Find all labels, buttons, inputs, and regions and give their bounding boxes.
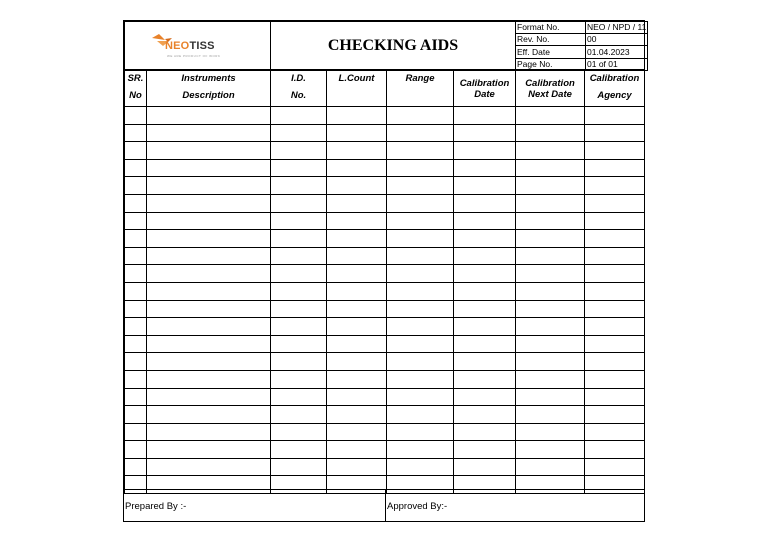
table-cell[interactable]: [125, 388, 147, 406]
table-cell[interactable]: [585, 423, 645, 441]
table-cell[interactable]: [516, 194, 585, 212]
table-cell[interactable]: [327, 107, 387, 125]
table-cell[interactable]: [147, 406, 271, 424]
table-cell[interactable]: [516, 124, 585, 142]
table-cell[interactable]: [516, 282, 585, 300]
table-cell[interactable]: [454, 335, 516, 353]
logo-text-tiss: TISS: [189, 40, 215, 52]
table-cell[interactable]: [147, 300, 271, 318]
table-cell[interactable]: [387, 370, 454, 388]
table-cell[interactable]: [585, 335, 645, 353]
table-cell[interactable]: [516, 300, 585, 318]
meta-value: 01 of 01: [587, 58, 618, 69]
table-cell[interactable]: [585, 388, 645, 406]
column-header-line1: I.D.: [291, 73, 306, 84]
table-cell[interactable]: [454, 406, 516, 424]
table-cell[interactable]: [125, 107, 147, 125]
column-header-line2: Agency: [597, 90, 632, 101]
table-row: [125, 265, 645, 283]
meta-row: [516, 46, 647, 58]
column-header: [147, 70, 271, 107]
column-header: [387, 70, 454, 107]
table-cell[interactable]: [516, 441, 585, 459]
table-cell[interactable]: [125, 423, 147, 441]
table-cell[interactable]: [387, 247, 454, 265]
table-cell[interactable]: [271, 159, 327, 177]
table-cell[interactable]: [327, 142, 387, 160]
table-cell[interactable]: [147, 142, 271, 160]
meta-row: [516, 34, 647, 46]
table-cell[interactable]: [327, 370, 387, 388]
table-cell[interactable]: [387, 194, 454, 212]
table-cell[interactable]: [327, 335, 387, 353]
table-row: [125, 194, 645, 212]
meta-key: Format No.: [516, 22, 586, 34]
table-cell[interactable]: [516, 370, 585, 388]
table-row: [125, 388, 645, 406]
table-cell[interactable]: [387, 142, 454, 160]
table-cell[interactable]: [327, 159, 387, 177]
table-cell[interactable]: [585, 353, 645, 371]
table-cell[interactable]: [147, 282, 271, 300]
column-header-line1: Calibration: [459, 78, 510, 89]
column-header-line2: Next Date: [528, 89, 572, 100]
table-cell[interactable]: [327, 441, 387, 459]
approved-by-label: Approved By:-: [387, 501, 448, 512]
table-cell[interactable]: [125, 300, 147, 318]
table-cell[interactable]: [125, 458, 147, 476]
table-cell[interactable]: [271, 265, 327, 283]
table-cell[interactable]: [585, 142, 645, 160]
table-cell[interactable]: [516, 247, 585, 265]
column-header-line1: L.Count: [338, 73, 375, 84]
document-meta: [516, 22, 648, 71]
table-cell[interactable]: [387, 353, 454, 371]
table-cell[interactable]: [327, 282, 387, 300]
table-cell[interactable]: [271, 230, 327, 248]
table-cell[interactable]: [454, 177, 516, 195]
table-cell[interactable]: [271, 194, 327, 212]
table-cell[interactable]: [585, 265, 645, 283]
meta-key: Eff. Date: [516, 46, 586, 58]
table-cell[interactable]: [125, 194, 147, 212]
table-cell[interactable]: [454, 353, 516, 371]
table-cell[interactable]: [585, 370, 645, 388]
table-cell[interactable]: [125, 318, 147, 336]
table-cell[interactable]: [454, 388, 516, 406]
table-cell[interactable]: [147, 423, 271, 441]
table-cell[interactable]: [271, 441, 327, 459]
table-row: [125, 423, 645, 441]
table-cell[interactable]: [387, 124, 454, 142]
table-row: [125, 300, 645, 318]
table-cell[interactable]: [271, 142, 327, 160]
table-cell[interactable]: [125, 335, 147, 353]
table-cell[interactable]: [271, 300, 327, 318]
meta-key: Page No.: [516, 58, 586, 70]
table-cell[interactable]: [125, 177, 147, 195]
table-row: [125, 142, 645, 160]
table-row: [125, 177, 645, 195]
table-cell[interactable]: [147, 318, 271, 336]
table-cell[interactable]: [147, 441, 271, 459]
table-cell[interactable]: [327, 300, 387, 318]
table-cell[interactable]: [585, 458, 645, 476]
table-cell[interactable]: [454, 458, 516, 476]
table-cell[interactable]: [454, 142, 516, 160]
table-header-row: [125, 70, 645, 107]
table-cell[interactable]: [387, 406, 454, 424]
form-header: [124, 21, 648, 71]
table-cell[interactable]: [125, 282, 147, 300]
table-row: [125, 107, 645, 125]
meta-value: 01.04.2023: [586, 46, 648, 58]
table-cell[interactable]: [271, 247, 327, 265]
table-cell[interactable]: [585, 107, 645, 125]
logo-cell: [125, 22, 271, 71]
table-cell[interactable]: [516, 388, 585, 406]
table-row: [125, 441, 645, 459]
column-header: [516, 70, 585, 107]
table-cell[interactable]: [327, 318, 387, 336]
form-title: CHECKING AIDS: [271, 22, 516, 71]
table-cell[interactable]: [327, 230, 387, 248]
table-cell[interactable]: [516, 423, 585, 441]
table-row: [125, 458, 645, 476]
table-cell[interactable]: [147, 177, 271, 195]
table-cell[interactable]: [454, 441, 516, 459]
table-row: [125, 335, 645, 353]
table-cell[interactable]: [585, 230, 645, 248]
table-row: [125, 282, 645, 300]
column-header-line1: Instruments: [181, 73, 236, 84]
table-cell[interactable]: [271, 124, 327, 142]
meta-key: Rev. No.: [516, 34, 586, 46]
prepared-by-label: Prepared By :-: [125, 501, 187, 512]
table-cell[interactable]: [271, 212, 327, 230]
table-row: [125, 159, 645, 177]
table-cell[interactable]: [387, 300, 454, 318]
column-header-line2: No: [129, 90, 142, 101]
table-cell[interactable]: [147, 124, 271, 142]
table-cell[interactable]: [516, 353, 585, 371]
table-cell[interactable]: [125, 370, 147, 388]
table-cell[interactable]: [271, 107, 327, 125]
table-cell[interactable]: [271, 388, 327, 406]
table-cell[interactable]: [454, 300, 516, 318]
table-row: [125, 370, 645, 388]
table-row: [125, 406, 645, 424]
table-cell[interactable]: [516, 142, 585, 160]
table-cell[interactable]: [327, 177, 387, 195]
table-cell[interactable]: [327, 458, 387, 476]
table-cell[interactable]: [454, 247, 516, 265]
table-cell[interactable]: [147, 335, 271, 353]
table-cell[interactable]: [585, 177, 645, 195]
table-cell[interactable]: [454, 107, 516, 125]
table-cell[interactable]: [516, 318, 585, 336]
table-cell[interactable]: [585, 247, 645, 265]
table-cell[interactable]: [387, 159, 454, 177]
table-cell[interactable]: [516, 406, 585, 424]
table-cell[interactable]: [516, 159, 585, 177]
table-row: [125, 247, 645, 265]
table-row: [125, 124, 645, 142]
table-cell[interactable]: [271, 458, 327, 476]
table-cell[interactable]: [516, 212, 585, 230]
table-cell[interactable]: [387, 458, 454, 476]
table-cell[interactable]: [387, 318, 454, 336]
column-header: [585, 70, 645, 107]
table-cell[interactable]: [271, 282, 327, 300]
table-cell[interactable]: [125, 159, 147, 177]
table-cell[interactable]: [125, 353, 147, 371]
table-cell[interactable]: [271, 370, 327, 388]
column-header: [454, 70, 516, 107]
column-header-line1: Calibration: [525, 78, 575, 89]
table-cell[interactable]: [327, 423, 387, 441]
table-cell[interactable]: [454, 212, 516, 230]
table-row: [125, 353, 645, 371]
table-cell[interactable]: [585, 406, 645, 424]
table-cell[interactable]: [585, 441, 645, 459]
meta-row: [516, 22, 647, 34]
table-cell[interactable]: [327, 388, 387, 406]
table-cell[interactable]: [327, 353, 387, 371]
table-cell[interactable]: [516, 177, 585, 195]
table-cell[interactable]: [387, 388, 454, 406]
table-cell[interactable]: [516, 265, 585, 283]
table-cell[interactable]: [516, 335, 585, 353]
meta-table: [516, 22, 647, 70]
table-cell[interactable]: [516, 107, 585, 125]
table-cell[interactable]: [387, 230, 454, 248]
instrument-table: [124, 69, 645, 494]
table-cell[interactable]: [454, 159, 516, 177]
table-cell[interactable]: [125, 247, 147, 265]
table-cell[interactable]: [327, 406, 387, 424]
table-cell[interactable]: [454, 282, 516, 300]
column-header: [327, 70, 387, 107]
table-cell[interactable]: [147, 159, 271, 177]
table-cell[interactable]: [125, 265, 147, 283]
table-cell[interactable]: [387, 423, 454, 441]
table-cell[interactable]: [454, 265, 516, 283]
table-cell[interactable]: [147, 194, 271, 212]
table-cell[interactable]: [125, 230, 147, 248]
table-cell[interactable]: [454, 230, 516, 248]
footer-divider: [385, 490, 386, 522]
table-cell[interactable]: [125, 124, 147, 142]
table-row: [125, 230, 645, 248]
table-cell[interactable]: [454, 318, 516, 336]
column-header: [271, 70, 327, 107]
table-cell[interactable]: [271, 318, 327, 336]
column-header-line2: Date: [474, 89, 495, 100]
table-cell[interactable]: [271, 353, 327, 371]
table-cell[interactable]: [147, 370, 271, 388]
table-cell[interactable]: [516, 458, 585, 476]
table-cell[interactable]: [147, 388, 271, 406]
table-cell[interactable]: [147, 212, 271, 230]
table-cell[interactable]: [454, 370, 516, 388]
table-cell[interactable]: [454, 194, 516, 212]
table-cell[interactable]: [387, 282, 454, 300]
table-cell[interactable]: [585, 124, 645, 142]
column-header-line1: SR.: [127, 73, 144, 84]
table-cell[interactable]: [327, 247, 387, 265]
logo-text-neo: NEO: [165, 40, 190, 52]
table-cell[interactable]: [327, 194, 387, 212]
table-cell[interactable]: [387, 107, 454, 125]
table-cell[interactable]: [271, 406, 327, 424]
table-cell[interactable]: [271, 423, 327, 441]
table-cell[interactable]: [147, 265, 271, 283]
meta-value: 00: [586, 34, 648, 46]
table-cell[interactable]: [125, 142, 147, 160]
table-cell[interactable]: [454, 423, 516, 441]
table-cell[interactable]: [454, 124, 516, 142]
neotiss-logo: [151, 32, 231, 58]
table-cell[interactable]: [147, 458, 271, 476]
table-cell[interactable]: [387, 265, 454, 283]
table-cell[interactable]: [585, 159, 645, 177]
table-cell[interactable]: [387, 335, 454, 353]
table-cell[interactable]: [585, 282, 645, 300]
table-cell[interactable]: [327, 265, 387, 283]
signature-footer: [124, 489, 644, 522]
table-cell[interactable]: [585, 212, 645, 230]
column-header-line1: Calibration: [589, 73, 640, 84]
column-header: [125, 70, 147, 107]
table-cell[interactable]: [327, 124, 387, 142]
table-cell[interactable]: [147, 230, 271, 248]
table-cell[interactable]: [585, 318, 645, 336]
table-cell[interactable]: [585, 194, 645, 212]
checking-aids-form: [123, 20, 645, 522]
table-cell[interactable]: [271, 335, 327, 353]
table-cell[interactable]: [516, 230, 585, 248]
logo-tagline: WE ARE PRODUCT OF WORK: [167, 54, 221, 58]
logo-wordmark: [165, 40, 215, 52]
table-cell[interactable]: [585, 300, 645, 318]
table-cell[interactable]: [147, 353, 271, 371]
table-body: [125, 107, 645, 494]
column-header-line1: Range: [405, 73, 435, 84]
meta-value: NEO / NPD / 11: [587, 22, 647, 33]
table-row: [125, 318, 645, 336]
table-cell[interactable]: [327, 212, 387, 230]
table-cell[interactable]: [125, 212, 147, 230]
table-cell[interactable]: [125, 441, 147, 459]
table-cell[interactable]: [147, 247, 271, 265]
column-header-line2: Description: [182, 90, 235, 101]
table-row: [125, 212, 645, 230]
table-cell[interactable]: [271, 177, 327, 195]
table-cell[interactable]: [147, 107, 271, 125]
table-cell[interactable]: [387, 212, 454, 230]
column-header-line2: No.: [290, 90, 307, 101]
table-cell[interactable]: [387, 177, 454, 195]
table-cell[interactable]: [125, 406, 147, 424]
table-cell[interactable]: [387, 441, 454, 459]
